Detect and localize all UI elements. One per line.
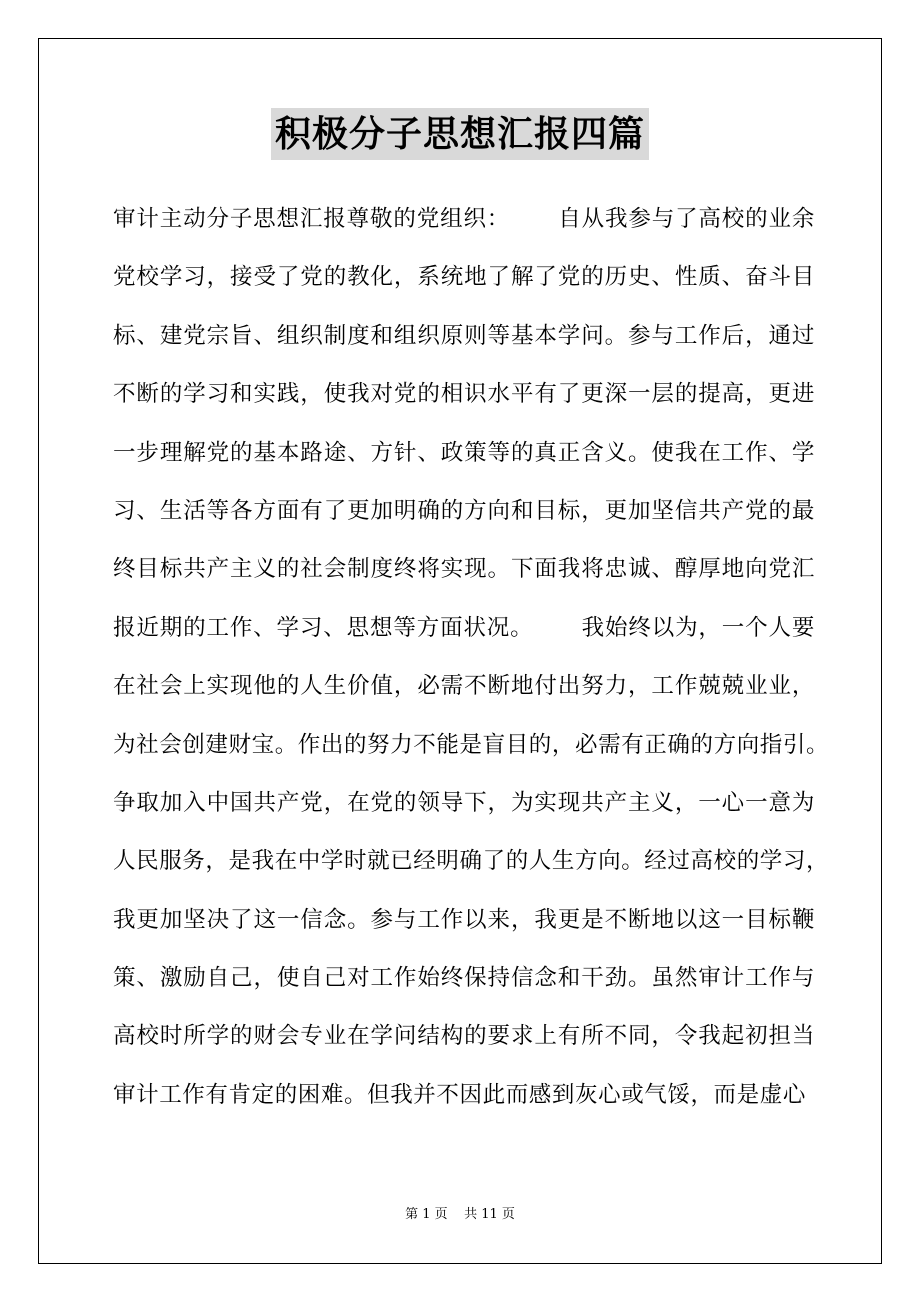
text-line: 终目标共产主义的社会制度终将实现。下面我将忠诚、醇厚地向党汇 xyxy=(113,556,815,583)
text-line: 党校学习，接受了党的教化，系统地了解了党的历史、性质、奋斗目 xyxy=(113,264,815,291)
text-line: 我更加坚决了这一信念。参与工作以来，我更是不断地以这一目标鞭 xyxy=(113,906,815,933)
page-number: 第 1 页 共 11 页 xyxy=(405,1207,515,1222)
text-line: 标、建党宗旨、组织制度和组织原则等基本学问。参与工作后，通过 xyxy=(113,322,815,349)
text-line: 审计工作有肯定的困难。但我并不因此而感到灰心或气馁，而是虚心 xyxy=(113,1081,807,1108)
text-line: 争取加入中国共产党，在党的领导下，为实现共产主义，一心一意为 xyxy=(113,789,815,816)
text-line: 人民服务，是我在中学时就已经明确了的人生方向。经过高校的学习， xyxy=(113,848,830,875)
text-line: 审计主动分子思想汇报尊敬的党组织： 自从我参与了高校的业余 xyxy=(113,206,815,232)
text-line: 报近期的工作、学习、思想等方面状况。 我始终以为，一个人要 xyxy=(113,614,815,641)
body-text xyxy=(113,190,830,1124)
text-line: 为社会创建财宝。作出的努力不能是盲目的，必需有正确的方向指引。 xyxy=(113,731,830,758)
text-line: 策、激励自己，使自己对工作始终保持信念和干劲。虽然审计工作与 xyxy=(113,965,815,992)
title-area xyxy=(0,108,920,160)
text-line: 不断的学习和实践，使我对党的相识水平有了更深一层的提高，更进 xyxy=(113,381,815,408)
text-line: 习、生活等各方面有了更加明确的方向和目标，更加坚信共产党的最 xyxy=(113,497,815,524)
text-line: 在社会上实现他的人生价值，必需不断地付出努力，工作兢兢业业， xyxy=(113,673,815,700)
page-footer xyxy=(0,1206,920,1224)
document-title: 积极分子思想汇报四篇 xyxy=(271,108,649,160)
text-line: 一步理解党的基本路途、方针、政策等的真正含义。使我在工作、学 xyxy=(113,439,815,466)
text-line: 高校时所学的财会专业在学问结构的要求上有所不同，令我起初担当 xyxy=(113,1023,815,1050)
